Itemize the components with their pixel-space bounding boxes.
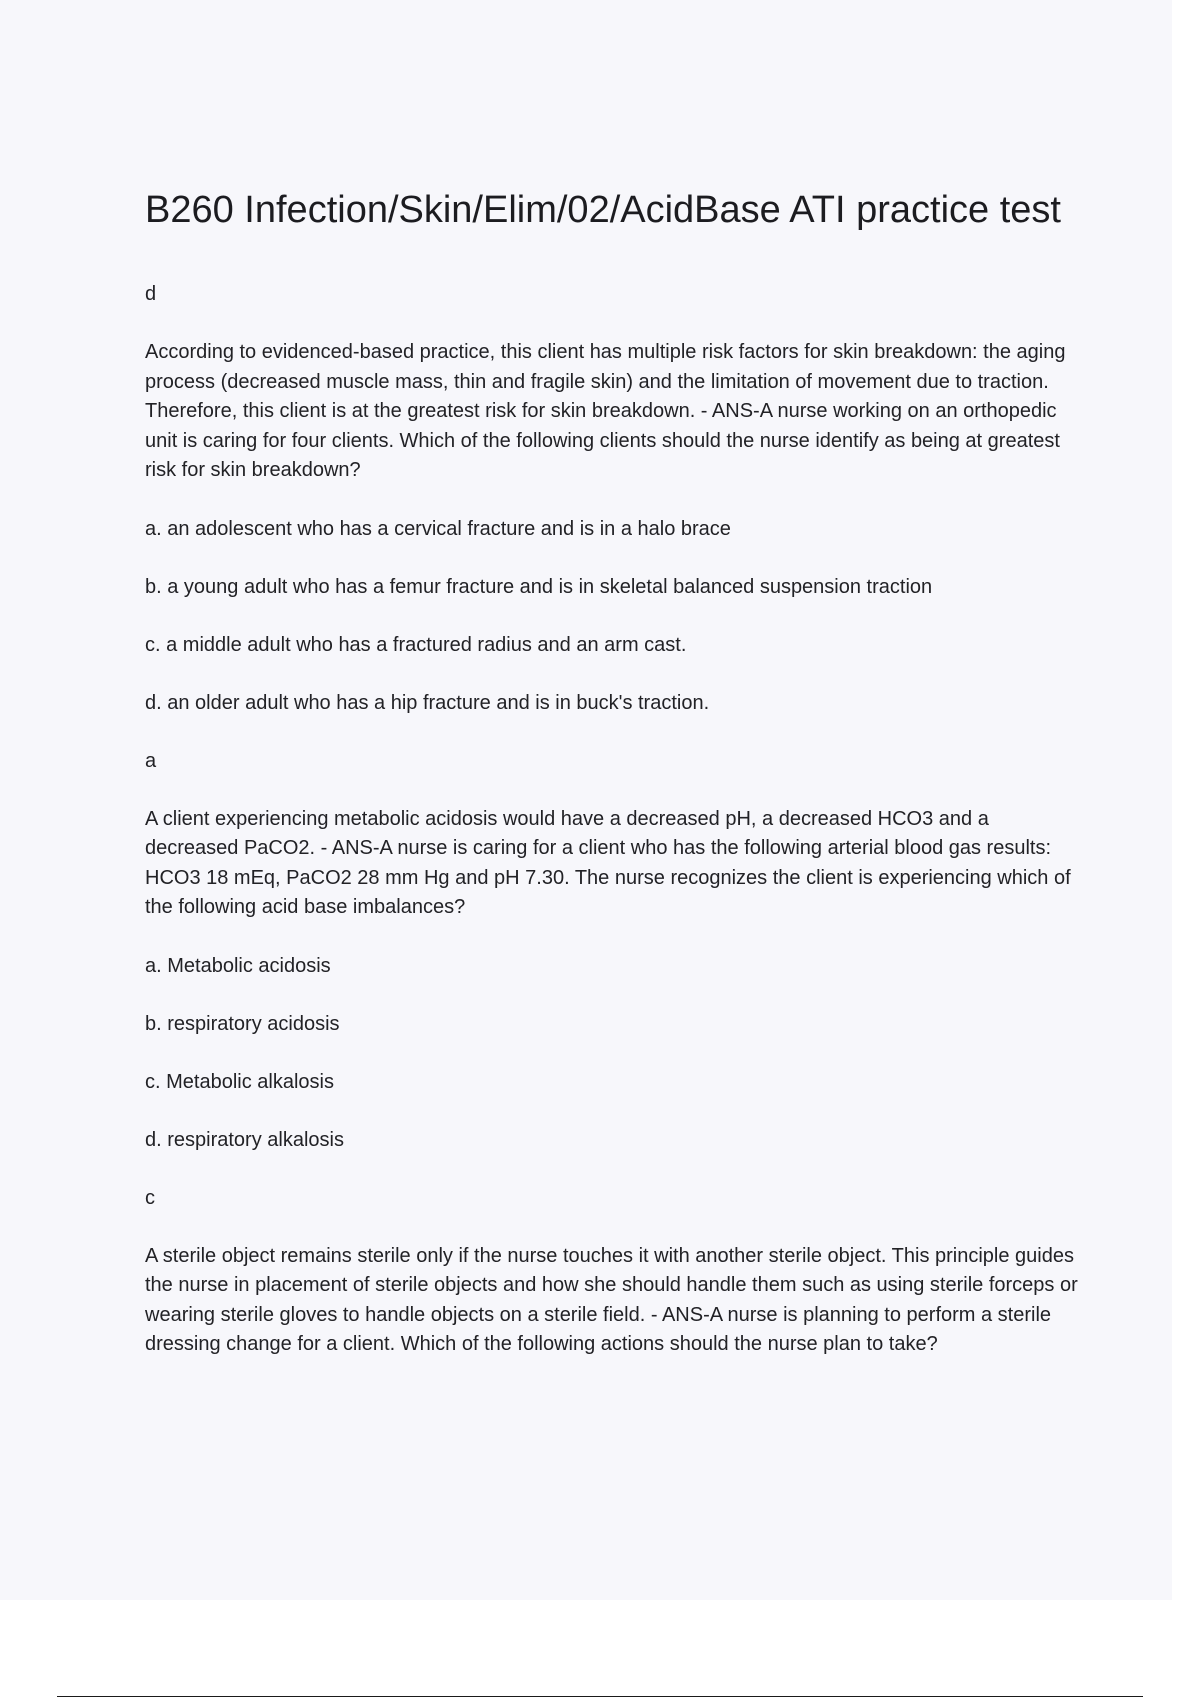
footer-divider [57,1696,1143,1697]
answer-option: c. a middle adult who has a fractured radius and an arm cast. [145,633,687,656]
answer-option: d. respiratory alkalosis [145,1128,344,1151]
answer-option: a. Metabolic acidosis [145,954,331,977]
answer-option: d. an older adult who has a hip fracture and is in buck's traction. [145,691,710,714]
document-title: B260 Infection/Skin/Elim/02/AcidBase ATI practice test [145,189,1061,231]
document-content [145,183,1085,1360]
rationale-and-question: A client experiencing metabolic acidosis would have a decreased pH, a decreased HCO3 and a decreased PaCO2. - ANS-A nurse is caring for a client who has the following arterial blood gas results: HCO3 18 mEq, PaCO2 28 mm Hg and pH 7.30. The nurse recognizes the client is experiencing which of the following acid base imbalances? [145,807,1071,918]
answer-key: d [145,283,157,305]
answer-option: a. an adolescent who has a cervical fracture and is in a halo brace [145,517,731,540]
answer-option: b. respiratory acidosis [145,1012,340,1035]
rationale-and-question: A sterile object remains sterile only if the nurse touches it with another sterile object. This principle guides the nurse in placement of sterile objects and how she should handle them such as using sterile forceps or wearing sterile gloves to handle objects on a sterile field. - ANS-A nurse is planning to perform a sterile dressing change for a client. Which of the following actions should the nurse plan to take? [145,1244,1078,1355]
answer-option: b. a young adult who has a femur fracture and is in skeletal balanced suspension traction [145,575,933,598]
answer-key: c [145,1186,155,1209]
answer-option: c. Metabolic alkalosis [145,1070,334,1093]
answer-key: a [145,749,157,772]
rationale-and-question: According to evidenced-based practice, this client has multiple risk factors for skin breakdown: the aging process (decreased muscle mass, thin and fragile skin) and the limitation of movement due to traction. Therefore, this client is at the greatest risk for skin breakdown. - ANS-A nurse working on an orthopedic unit is caring for four clients. Which of the following clients should the nurse identify as being at greatest risk for skin breakdown? [145,341,1066,481]
